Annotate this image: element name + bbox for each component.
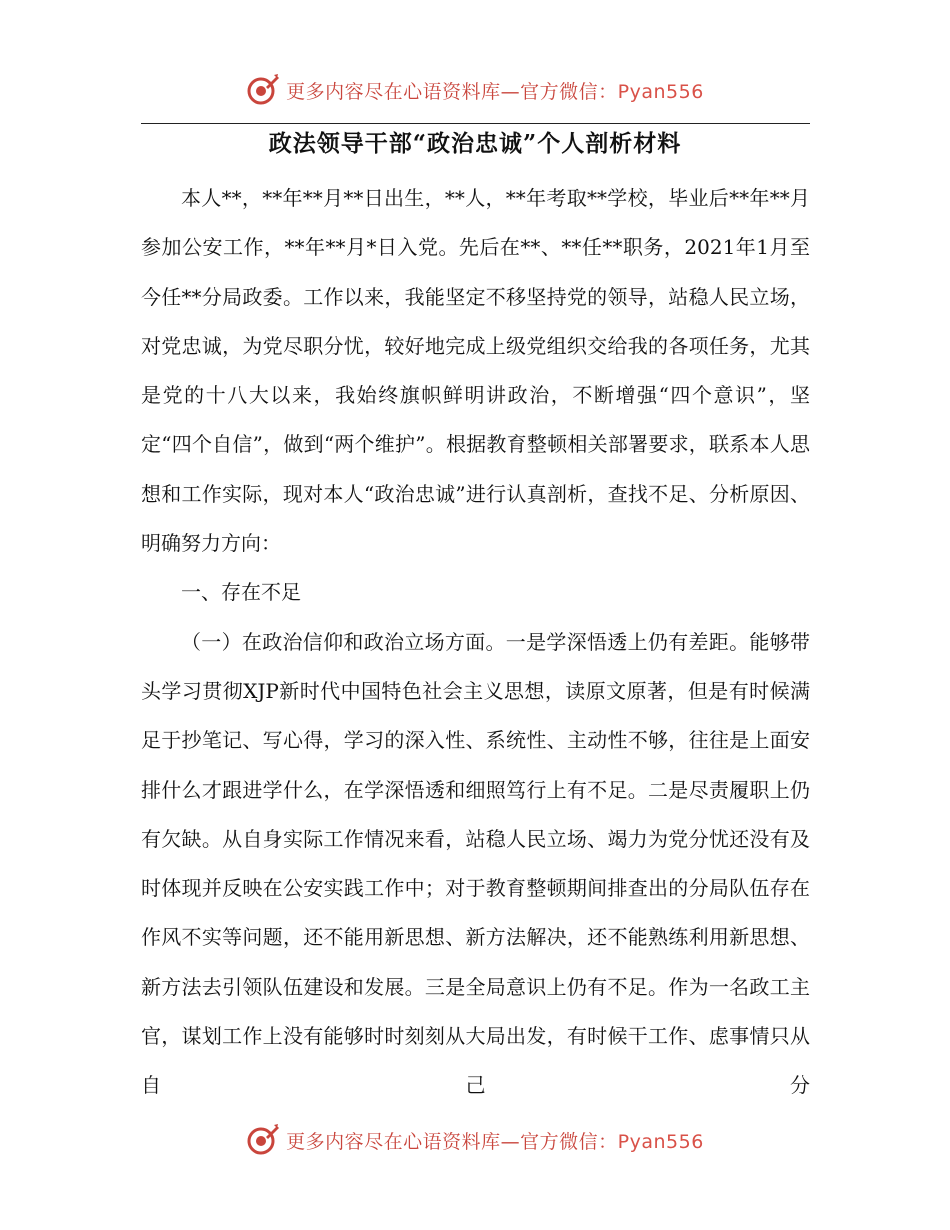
paragraph-intro: 本人**，**年**月**日出生，**人，**年考取**学校，毕业后**年**月参加公安工作，**年**月*日入党。先后在**、**任**职务，2021年1月至今任**分局政委。工作以来，我能坚定不移坚持党的领导，站稳人民立场，对党忠诚，为党尽职分忧，较好地完成上级党组织交给我的各项任务，尤其是党的十八大以来，我始终旗帜鲜明讲政治，不断增强“四个意识”，坚定“四个自信”，做到“两个维护”。根据教育整顿相关部署要求，联系本人思想和工作实际，现对本人“政治忠诚”进行认真剖析，查找不足、分析原因、明确努力方向： xyxy=(141,186,810,556)
section-heading: 一、存在不足 xyxy=(181,580,301,605)
wechat-id: Pyan556 xyxy=(617,1130,704,1153)
footer-banner xyxy=(0,1118,950,1162)
header-banner xyxy=(0,68,950,112)
pen-logo-icon xyxy=(246,1123,280,1157)
pen-logo-icon xyxy=(246,73,280,107)
wechat-id: Pyan556 xyxy=(617,80,704,103)
banner-text: 更多内容尽在心语资料库—官方微信：Pyan556 xyxy=(286,1130,704,1153)
paragraph-political-belief: （一）在政治信仰和政治立场方面。一是学深悟透上仍有差距。能够带头学习贯彻XJP新时代中国特色社会主义思想，读原文原著，但是有时候满足于抄笔记、写心得，学习的深入性、系统性、主动性不够，往往是上面安排什么才跟进学什么，在学深悟透和细照笃行上有不足。二是尽责履职上仍有欠缺。从自身实际工作情况来看，站稳人民立场、竭力为党分忧还没有及时体现并反映在公安实践工作中；对于教育整顿期间排查出的分局队伍存在作风不实等问题，还不能用新思想、新方法解决，还不能熟练利用新思想、新方法去引领队伍建设和发展。三是全局意识上仍有不足。作为一名政工主官，谋划工作上没有能够时时刻刻从大局出发，有时候干工作、虑事情只从自己分 xyxy=(141,629,810,1098)
document-body xyxy=(141,174,810,1111)
banner-text: 更多内容尽在心语资料库—官方微信：Pyan556 xyxy=(286,80,704,103)
document-title: 政法领导干部“政治忠诚”个人剖析材料 xyxy=(268,130,682,157)
header-rule xyxy=(141,123,810,124)
